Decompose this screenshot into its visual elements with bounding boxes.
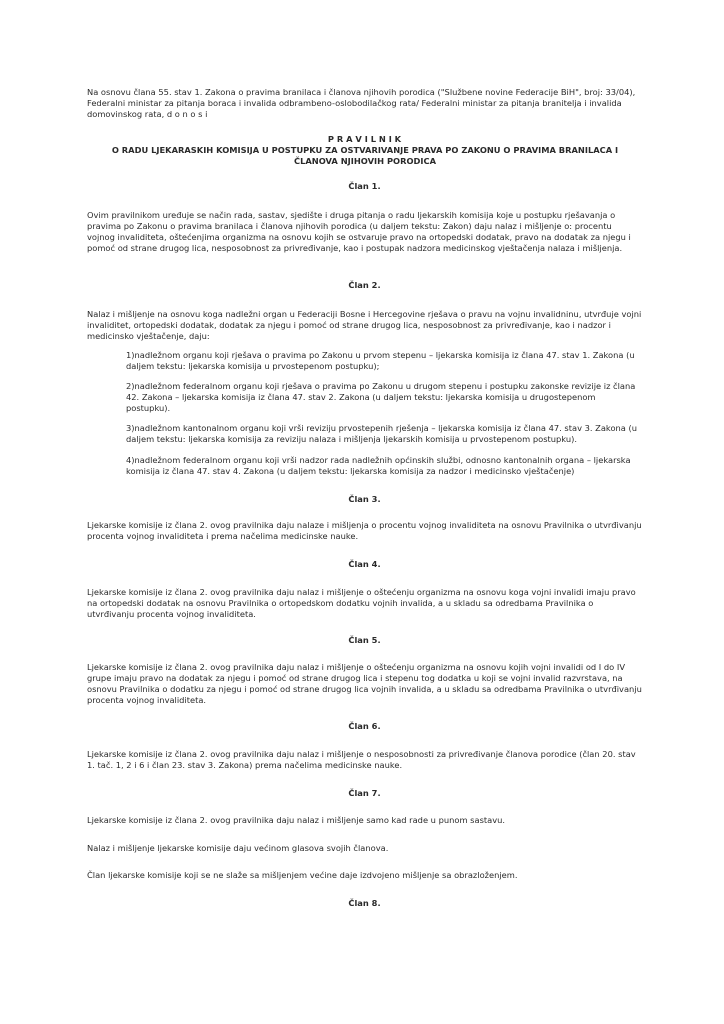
article-2-item-1: 1)nadležnom organu koji rješava o pravima po Zakonu u prvom stepenu – ljekarska komisija iz člana 47. stav 1. Zakona (u daljem tekstu: ljekarska komisija u prvostepenom postupku); <box>126 350 635 371</box>
article-2-text: Nalaz i mišljenje na osnovu koga nadležni organ u Federaciji Bosne i Hercegovine rješava o pravu na vojnu invalidninu, utvrđuje vojni invaliditet, ortopedski dodatak, dodatak za njegu i pomoć od strane drugog lica, nesposobnost za privređivanje, kao i nadzor i medicinsko vještačenje, daju: <box>87 309 642 341</box>
article-3-text: Ljekarske komisije iz člana 2. ovog pravilnika daju nalaze i mišljenja o procentu vojnog invaliditeta na osnovu Pravilnika o utvrđivanju procenta vojnog invaliditeta i prema načelima medicinske nauke. <box>87 520 642 541</box>
article-6-text: Ljekarske komisije iz člana 2. ovog pravilnika daju nalaz i mišljenje o nesposobnosti za privređivanje članova porodice (član 20. stav 1. tač. 1, 2 i 6 i član 23. stav 3. Zakona) prema načelima medicinske nauke. <box>87 749 636 770</box>
article-8-heading: Član 8. <box>348 898 381 908</box>
article-3-heading: Član 3. <box>348 494 381 504</box>
article-2-item-2: 2)nadležnom federalnom organu koji rješava o pravima po Zakonu u drugom stepenu i postupku zakonske revizije iz člana 42. Zakona – ljekarska komisija iz člana 47. stav 2. Zakona (u daljem tekstu: ljekarska komisija u drugostepenom postupku). <box>126 381 636 413</box>
article-2-item-3: 3)nadležnom kantonalnom organu koji vrši reviziju prvostepenih rješenja – ljekarska komisija iz člana 47. stav 3. Zakona (u daljem tekstu: ljekarska komisija za reviziju nalaza i mišljenja ljekarskih komisija u prvostepenom postupku). <box>126 423 637 444</box>
article-7-paragraph-1: Ljekarske komisije iz člana 2. ovog pravilnika daju nalaz i mišljenje samo kad rade u punom sastavu. <box>87 815 506 825</box>
article-7-paragraph-3: Član ljekarske komisije koji se ne slaže sa mišljenjem većine daje izdvojeno mišljenje sa obrazloženjem. <box>87 870 518 880</box>
document-title: P R A V I L N I K <box>327 134 402 144</box>
article-5-text: Ljekarske komisije iz člana 2. ovog pravilnika daju nalaz i mišljenje o oštećenju organizma na osnovu kojih vojni invalidi od I do IV grupe imaju pravo na dodatak za njegu i pomoć od strane drugog lica i stepenu tog dodatka u koji se vojni invalid razvrstava, na osnovu Pravilnika o dodatku za njegu i pomoć od strane drugog lica vojnih invalida, a u skladu sa odredbama Pravilnika o utvrđivanju procenta vojnog invaliditeta. <box>87 662 642 705</box>
article-7-paragraph-2: Nalaz i mišljenje ljekarske komisije daju većinom glasova svojih članova. <box>87 843 389 853</box>
article-4-text: Ljekarske komisije iz člana 2. ovog pravilnika daju nalaz i mišljenje o oštećenju organizma na osnovu koga vojni invalidi imaju pravo na ortopedski dodatak na osnovu Pravilnika o ortopedskom dodatku vojnih invalida, a u skladu sa odredbama Pravilnika o utvrđivanju procenta vojnog invaliditeta. <box>87 587 636 619</box>
article-1-heading: Član 1. <box>348 181 381 191</box>
article-6-heading: Član 6. <box>348 721 381 731</box>
article-5-heading: Član 5. <box>348 635 381 645</box>
preamble: Na osnovu člana 55. stav 1. Zakona o pravima branilaca i članova njihovih porodica ("Službene novine Federacije BiH", broj: 33/04), Federalni ministar za pitanja boraca i invalida odbrambeno-oslobodilačkog rata/ Federalni ministar za pitanja branitelja i invalida domovinskog rata, d o n o s i <box>87 87 636 119</box>
article-7-heading: Član 7. <box>348 788 381 798</box>
article-2-heading: Član 2. <box>348 280 381 290</box>
article-2-item-4: 4)nadležnom federalnom organu koji vrši nadzor rada nadležnih općinskih službi, odnosno kantonalnih organa – ljekarska komisija iz člana 47. stav 4. Zakona (u daljem tekstu: ljekarska komisija za nadzor i medicinsko vještačenje) <box>126 455 631 476</box>
document-subtitle: O RADU LJEKARASKIH KOMISIJA U POSTUPKU ZA OSTVARIVANJE PRAVA PO ZAKONU O PRAVIMA BRANILACA I ČLANOVA NJIHOVIH PORODICA <box>111 145 619 166</box>
article-4-heading: Član 4. <box>348 559 381 569</box>
article-1-text: Ovim pravilnikom uređuje se način rada, sastav, sjedište i druga pitanja o radu ljekarskih komisija koje u postupku rješavanja o pravima po Zakonu o pravima branilaca i članova njihovih porodica (u daljem tekstu: Zakon) daju nalaz i mišljenje o: procentu vojnog invaliditeta, oštećenjima organizma na osnovu kojih se ostvaruje pravo na ortopedski dodatak, pravo na dodatak za njegu i pomoć od strane drugog lica, nesposobnost za privređivanje, kao i postupak nadzora medicinskog vještačenja nalaza i mišljenja. <box>87 210 631 253</box>
